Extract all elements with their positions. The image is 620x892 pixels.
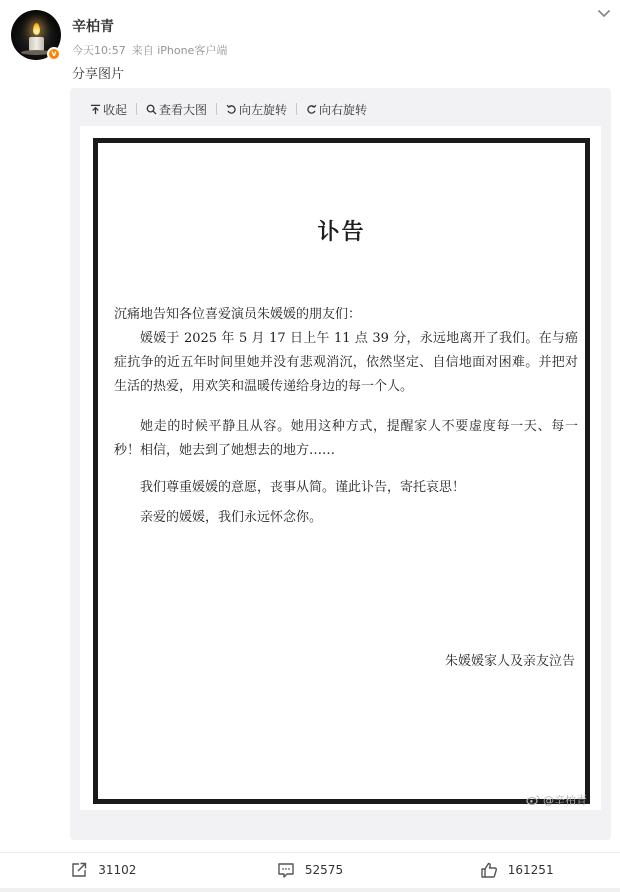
notice-paragraph: 她走的时候平静且从容。她用这种方式，提醒家人不要虚度每一天、每一秒！相信，她去到了她想去的地方…… [114, 419, 578, 458]
notice-paragraph: 我们尊重媛媛的意愿，丧事从简。谨此讣告，寄托哀思！ [140, 480, 466, 495]
action-bar [0, 855, 620, 885]
candle-flame-graphic [33, 23, 40, 35]
notice-signature: 朱媛媛家人及亲友泣告 [444, 654, 575, 669]
comment-icon [277, 861, 295, 879]
post-time[interactable]: 今天10:57 [72, 44, 126, 57]
rotate-left-label: 向左旋转 [239, 102, 288, 117]
like-button[interactable] [413, 855, 620, 885]
watermark-text: @辛柏青 [543, 794, 587, 807]
notice-greeting: 沉痛地告知各位喜爱演员朱媛媛的朋友们： [114, 307, 362, 322]
obituary-notice [93, 138, 590, 804]
repost-count: 31102 [98, 863, 137, 877]
rotate-right-label: 向右旋转 [319, 102, 368, 117]
candle-body-graphic [29, 37, 44, 51]
notice-paragraph: 媛媛于 2025 年 5 月 17 日上午 11 点 39 分，永远地离开了我们。在与癌症抗争的近五年时间里她并没有悲观消沉，依然坚定、自信地面对困难。并把对生活的热爱，用欢笑和温暖传递给身边的每一个人。 [114, 331, 578, 394]
repost-icon [70, 861, 88, 879]
collapse-button[interactable] [90, 101, 127, 118]
toolbar-divider [296, 103, 297, 115]
notice-paragraph: 亲爱的媛媛，我们永远怀念你。 [140, 510, 323, 525]
weibo-logo-icon [526, 795, 540, 805]
magnifier-icon [146, 104, 157, 115]
repost-button[interactable] [0, 855, 207, 885]
collapse-label: 收起 [103, 102, 128, 117]
post-source: 来自 iPhone客户端 [131, 44, 228, 57]
rotate-right-button[interactable] [306, 101, 367, 118]
like-count: 161251 [507, 863, 554, 877]
toolbar-divider [136, 103, 137, 115]
rotate-right-icon [306, 104, 317, 115]
username[interactable]: 辛柏青 [72, 19, 114, 35]
v-badge-icon: v [47, 47, 61, 61]
post-text: 分享图片 [72, 67, 125, 82]
expanded-image[interactable] [80, 126, 601, 810]
rotate-left-icon [226, 104, 237, 115]
chevron-down-icon[interactable] [596, 6, 612, 22]
image-card [70, 88, 611, 840]
notice-title: 讣告 [317, 219, 366, 245]
toolbar-divider [216, 103, 217, 115]
arrow-up-icon [90, 104, 101, 115]
feed-separator [0, 888, 620, 892]
image-watermark [526, 792, 587, 808]
post-header [0, 0, 620, 90]
action-divider [0, 852, 620, 853]
rotate-left-button[interactable] [226, 101, 287, 118]
comment-button[interactable] [207, 855, 414, 885]
view-large-label: 查看大图 [159, 102, 208, 117]
image-toolbar [90, 100, 367, 118]
comment-count: 52575 [304, 863, 344, 877]
thumbs-up-icon [480, 861, 498, 879]
post-meta [72, 42, 227, 58]
view-large-button[interactable] [146, 101, 207, 118]
